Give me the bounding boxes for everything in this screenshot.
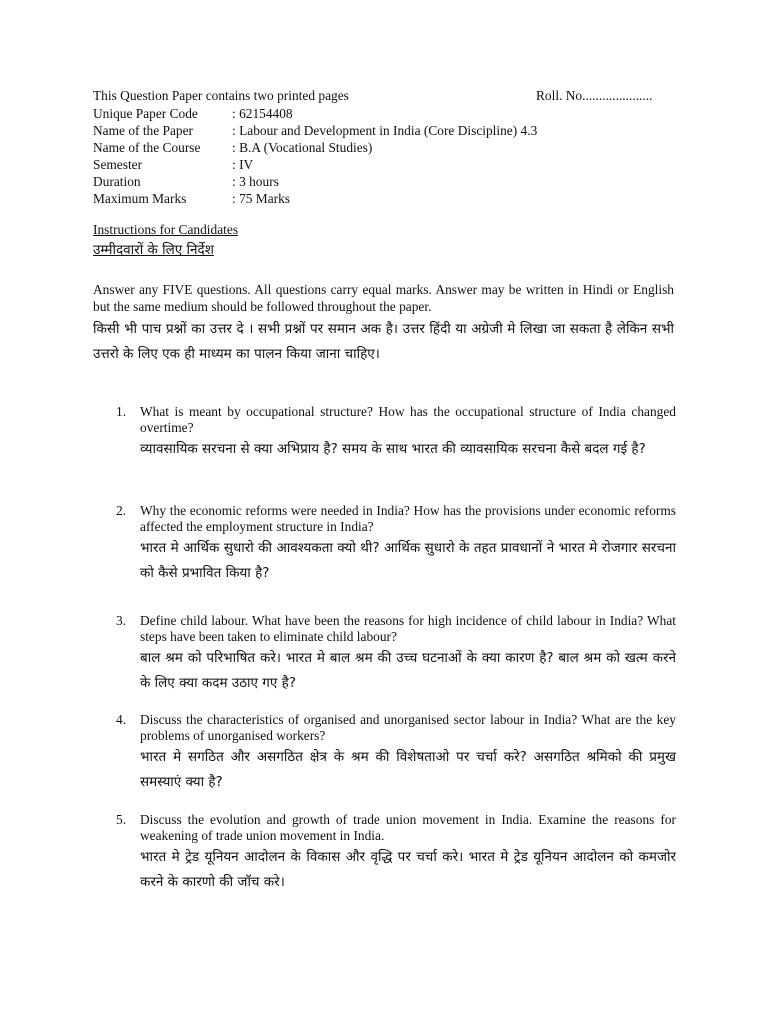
question-1 [116, 404, 676, 462]
question-text-hindi: भारत मे आर्थिक सुधारो की आवश्यकता क्यो थी? आर्थिक सुधारो के तहत प्रावधानों ने भारत मे रोजगार सरचना को कैसे प्रभावित किया है? [140, 540, 676, 581]
detail-label: Name of the Course [93, 140, 201, 155]
question-number: 5. [116, 812, 127, 827]
detail-value: : B.A (Vocational Studies) [232, 140, 373, 155]
detail-row [93, 122, 537, 139]
detail-value: : IV [232, 157, 254, 172]
instructions-heading-english: Instructions for Candidates [93, 222, 239, 237]
detail-label: Semester [93, 157, 143, 172]
detail-label: Name of the Paper [93, 123, 194, 138]
instructions-text-english: Answer any FIVE questions. All questions carry equal marks. Answer may be written in Hindi or English but the same medium should be followed throughout the paper. [93, 282, 674, 314]
detail-value: : Labour and Development in India (Core Discipline) 4.3 [232, 123, 538, 138]
question-text-english: Why the economic reforms were needed in India? How has the provisions under economic reforms affected the employment structure in India? [140, 503, 676, 534]
question-text-english: What is meant by occupational structure? How has the occupational structure of India changed overtime? [140, 404, 676, 435]
question-5 [116, 812, 676, 895]
detail-label: Duration [93, 174, 141, 189]
detail-row [93, 139, 537, 156]
question-text-hindi: व्यावसायिक सरचना से क्या अभिप्राय है? समय के साथ भारत की व्यावसायिक सरचना कैसे बदल गई है? [140, 441, 646, 457]
question-text-english: Discuss the characteristics of organised and unorganised sector labour in India? What are the key problems of unorganised workers? [140, 712, 676, 743]
detail-row [93, 105, 537, 122]
paper-details [93, 105, 537, 207]
detail-value: : 3 hours [232, 174, 279, 189]
detail-row [93, 190, 537, 207]
detail-label: Maximum Marks [93, 191, 187, 206]
question-number: 3. [116, 613, 127, 628]
instructions-heading-hindi: उम्मीदवारों के लिए निर्देश [93, 242, 214, 258]
question-2 [116, 503, 676, 586]
question-text-english: Discuss the evolution and growth of trade union movement in India. Examine the reasons for weakening of trade union movement in India. [140, 812, 676, 843]
question-text-hindi: बाल श्रम को परिभाषित करे। भारत मे बाल श्रम की उच्च घटनाओं के क्या कारण है? बाल श्रम को खत्म करने के लिए क्या कदम उठाए गए है? [140, 650, 676, 691]
question-number: 1. [116, 404, 127, 419]
question-text-english: Define child labour. What have been the reasons for high incidence of child labour in India? What steps have been taken to eliminate child labour? [140, 613, 676, 644]
question-number: 2. [116, 503, 127, 518]
question-text-hindi: भारत मे ट्रेड यूनियन आदोलन के विकास और वृद्धि पर चर्चा करे। भारत मे ट्रेड यूनियन आदोलन को कमजोर करने के कारणो की जॉच करे। [140, 849, 676, 890]
pages-notice: This Question Paper contains two printed pages [93, 88, 349, 103]
instructions-text-hindi: किसी भी पाच प्रश्नों का उत्तर दे । सभी प्रश्नों पर समान अक है। उत्तर हिंदी या अग्रेजी मे लिखा जा सकता है लेकिन सभी उत्तरो के लिए एक ही माध्यम का पालन किया जाना चाहिए। [93, 321, 674, 362]
detail-row [93, 173, 537, 190]
roll-number-field: Roll. No..................... [536, 88, 653, 103]
question-4 [116, 712, 676, 795]
detail-value: : 75 Marks [232, 191, 291, 206]
paper-header [93, 88, 683, 106]
question-text-hindi: भारत मे सगठित और असगठित क्षेत्र के श्रम की विशेषताओ पर चर्चा करे? असगठित श्रमिको की प्रमुख समस्याएं क्या है? [140, 749, 676, 790]
detail-row [93, 156, 537, 173]
detail-value: : 62154408 [232, 106, 293, 121]
question-number: 4. [116, 712, 127, 727]
question-3 [116, 613, 676, 696]
detail-label: Unique Paper Code [93, 106, 198, 121]
